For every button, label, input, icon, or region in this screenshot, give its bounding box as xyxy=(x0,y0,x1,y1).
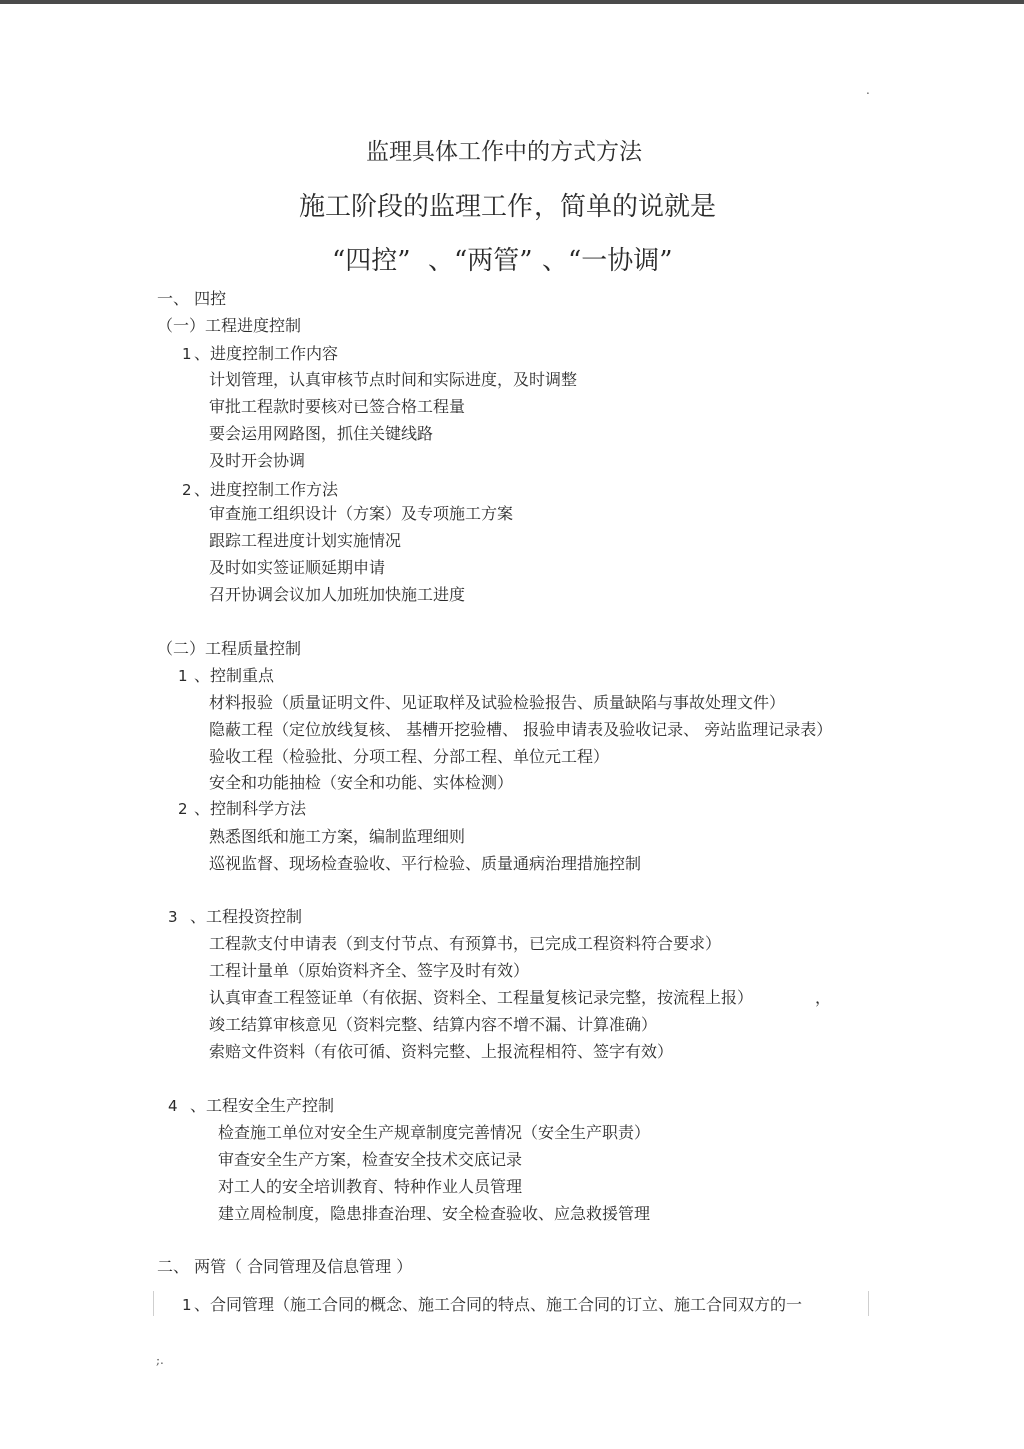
list-line: 建立周检制度，隐患排查治理、安全检查验收、应急救援管理 xyxy=(218,1204,651,1223)
subtitle-part-2: ，简单的说就是 xyxy=(534,192,717,222)
item-number: 4 xyxy=(168,1097,178,1115)
item-heading: 、控制重点 xyxy=(194,666,275,685)
list-line: 工程款支付申请表（到支付节点、有预算书，已完成工程资料符合要求） xyxy=(209,934,722,953)
list-line: 审查安全生产方案，检查安全技术交底记录 xyxy=(218,1150,523,1169)
item-number: 2 xyxy=(178,800,188,818)
item-number: 1 xyxy=(182,345,192,363)
item-heading: 、进度控制工作内容 xyxy=(194,344,339,363)
corner-mark: . xyxy=(866,83,870,97)
list-line: 巡视监督、现场检查验收、平行检验、质量通病治理措施控制 xyxy=(209,854,642,873)
page-top-border xyxy=(0,0,1024,4)
subtitle-two-managements: 、“两管” xyxy=(428,246,533,276)
list-line: 及时开会协调 xyxy=(209,451,306,470)
list-line: 检查施工单位对安全生产规章制度完善情况（安全生产职责） xyxy=(218,1123,651,1142)
list-line: 隐蔽工程（定位放线复核、 基槽开挖验槽、 报验申请表及验收记录、 旁站监理记录表） xyxy=(209,720,833,739)
list-line: 竣工结算审核意见（资料完整、结算内容不增不漏、计算准确） xyxy=(209,1015,658,1034)
list-line: 安全和功能抽检（安全和功能、实体检测） xyxy=(209,773,514,792)
item-heading: 、控制科学方法 xyxy=(194,799,307,818)
list-line: 索赔文件资料（有依可循、资料完整、上报流程相符、签字有效） xyxy=(209,1042,674,1061)
part-heading-quality-control: （二）工程质量控制 xyxy=(157,639,302,658)
item-number: 3 xyxy=(168,908,178,926)
list-line: 熟悉图纸和施工方案，编制监理细则 xyxy=(209,827,466,846)
list-line: 对工人的安全培训教育、特种作业人员管理 xyxy=(218,1177,523,1196)
subtitle-part-1: 施工阶段的监理工作 xyxy=(299,192,534,222)
section-heading-four-controls: 一、 四控 xyxy=(157,289,227,308)
list-line: 材料报验（质量证明文件、见证取样及试验检验报告、质量缺陷与事故处理文件） xyxy=(209,693,786,712)
list-line: 计划管理，认真审核节点时间和实际进度，及时调整 xyxy=(209,370,578,389)
part-heading-schedule-control: （一）工程进度控制 xyxy=(157,316,302,335)
list-line: 审批工程款时要核对已签合格工程量 xyxy=(209,397,466,416)
table-border-right xyxy=(868,1291,869,1316)
item-heading: 、合同管理（施工合同的概念、施工合同的特点、施工合同的订立、施工合同双方的一 xyxy=(194,1295,803,1314)
item-number: 1 xyxy=(182,1296,192,1314)
subtitle-one-coordination: 、“一协调” xyxy=(542,246,673,276)
list-line: 召开协调会议加人加班加快施工进度 xyxy=(209,585,466,604)
part-heading-safety-control: 、工程安全生产控制 xyxy=(190,1096,335,1115)
table-border-left xyxy=(153,1291,154,1316)
section-heading-two-managements: 二、 两管（ 合同管理及信息管理 ） xyxy=(157,1257,413,1276)
list-line: 验收工程（检验批、分项工程、分部工程、单位元工程） xyxy=(209,747,610,766)
item-heading: 、进度控制工作方法 xyxy=(194,480,339,499)
stray-comma: ， xyxy=(815,988,832,1007)
item-number: 2 xyxy=(182,481,192,499)
part-heading-investment-control: 、工程投资控制 xyxy=(190,907,303,926)
list-line: 要会运用网路图，抓住关键线路 xyxy=(209,424,434,443)
list-line: 跟踪工程进度计划实施情况 xyxy=(209,531,402,550)
document-title: 监理具体工作中的方式方法 xyxy=(366,139,642,165)
list-line: 工程计量单（原始资料齐全、签字及时有效） xyxy=(209,961,530,980)
list-line: 认真审查工程签证单（有依据、资料全、工程量复核记录完整，按流程上报） xyxy=(209,988,754,1007)
item-number: 1 xyxy=(178,667,188,685)
subtitle-four-controls: “四控” xyxy=(332,246,411,276)
list-line: 审查施工组织设计（方案）及专项施工方案 xyxy=(209,504,514,523)
footer-mark: ;. xyxy=(156,1353,164,1367)
list-line: 及时如实签证顺延期申请 xyxy=(209,558,386,577)
